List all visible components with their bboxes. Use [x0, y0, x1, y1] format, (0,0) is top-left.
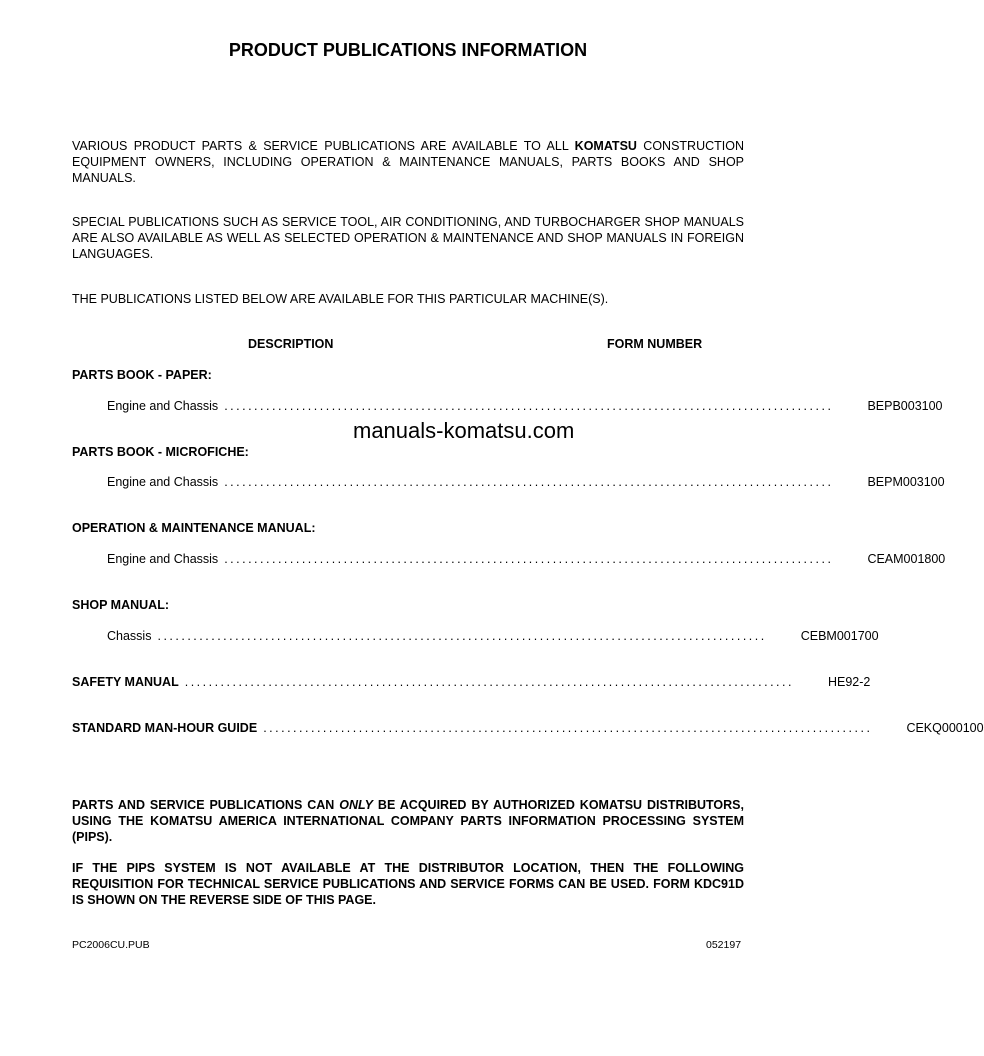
publication-label: SAFETY MANUAL [72, 675, 179, 689]
publication-label: STANDARD MAN-HOUR GUIDE [72, 721, 258, 735]
publication-row [107, 399, 943, 413]
column-header-form-number: FORM NUMBER [607, 337, 703, 351]
publication-label: Engine and Chassis [107, 399, 219, 413]
brand-name: KOMATSU [574, 139, 637, 153]
footer-date-code: 052197 [706, 939, 742, 951]
dot-leader: ...................................................................................................... [224, 399, 834, 413]
section-heading-parts-paper: PARTS BOOK - PAPER: [72, 368, 212, 382]
dot-leader: ...................................................................................................... [224, 552, 834, 566]
publication-row [107, 629, 879, 643]
footer-file-name: PC2006CU.PUB [72, 939, 150, 951]
intro-text-a: VARIOUS PRODUCT PARTS & SERVICE PUBLICATIONS ARE AVAILABLE TO ALL [72, 139, 575, 153]
publication-row [107, 475, 945, 489]
publication-row-safety-manual [72, 675, 871, 689]
dot-leader: ...................................................................................................... [157, 629, 767, 643]
notice-text-a: PARTS AND SERVICE PUBLICATIONS CAN [72, 798, 340, 812]
notice-text-b: BE ACQUIRED BY AUTHORIZED KOMATSU DISTRIBUTORS, USING THE KOMATSU AMERICA INTERNATIONAL COMPANY PARTS INFORMATION PROCESSING SYSTEM (PIPS). [72, 798, 744, 844]
intro-paragraph-1 [72, 138, 744, 186]
intro-paragraph-2: SPECIAL PUBLICATIONS SUCH AS SERVICE TOOL, AIR CONDITIONING, AND TURBOCHARGER SHOP MANUALS ARE ALSO AVAILABLE AS WELL AS SELECTED OPERATION & MAINTENANCE AND SHOP MANUALS IN FOREIGN LANGUAGES. [72, 215, 744, 261]
dot-leader: ...................................................................................................... [184, 675, 794, 689]
section-heading-parts-microfiche: PARTS BOOK - MICROFICHE: [72, 445, 249, 459]
section-heading-shop-manual: SHOP MANUAL: [72, 598, 169, 612]
page-title: PRODUCT PUBLICATIONS INFORMATION [228, 40, 588, 60]
notice-paragraph-2: IF THE PIPS SYSTEM IS NOT AVAILABLE AT THE DISTRIBUTOR LOCATION, THEN THE FOLLOWING REQUISITION FOR TECHNICAL SERVICE PUBLICATIONS AND SERVICE FORMS CAN BE USED. FORM KDC91D IS SHOWN ON THE REVERSE SIDE OF THIS PAGE. [72, 861, 744, 907]
intro-paragraph-3: THE PUBLICATIONS LISTED BELOW ARE AVAILABLE FOR THIS PARTICULAR MACHINE(S). [72, 292, 609, 306]
publication-row [107, 552, 946, 566]
form-number: BEPB003100 [867, 399, 943, 413]
publication-label: Engine and Chassis [107, 475, 219, 489]
form-number: BEPM003100 [867, 475, 945, 489]
form-number: CEBM001700 [800, 629, 879, 643]
dot-leader: ...................................................................................................... [224, 475, 834, 489]
notice-emphasis: ONLY [339, 798, 374, 812]
publication-label: Chassis [107, 629, 152, 643]
section-heading-operation-maintenance: OPERATION & MAINTENANCE MANUAL: [72, 521, 316, 535]
form-number: HE92-2 [827, 675, 871, 689]
notice-paragraph-1 [72, 797, 744, 845]
publication-label: Engine and Chassis [107, 552, 219, 566]
form-number: CEKQ000100 [906, 721, 984, 735]
form-number: CEAM001800 [867, 552, 946, 566]
dot-leader: ...................................................................................................... [263, 721, 873, 735]
publication-row-man-hour-guide [72, 721, 984, 735]
watermark-text: manuals-komatsu.com [353, 418, 575, 443]
column-header-description: DESCRIPTION [248, 337, 334, 351]
intro-text-b: CONSTRUCTION EQUIPMENT OWNERS, INCLUDING OPERATION & MAINTENANCE MANUALS, PARTS BOOKS AND SHOP MANUALS. [72, 139, 744, 185]
